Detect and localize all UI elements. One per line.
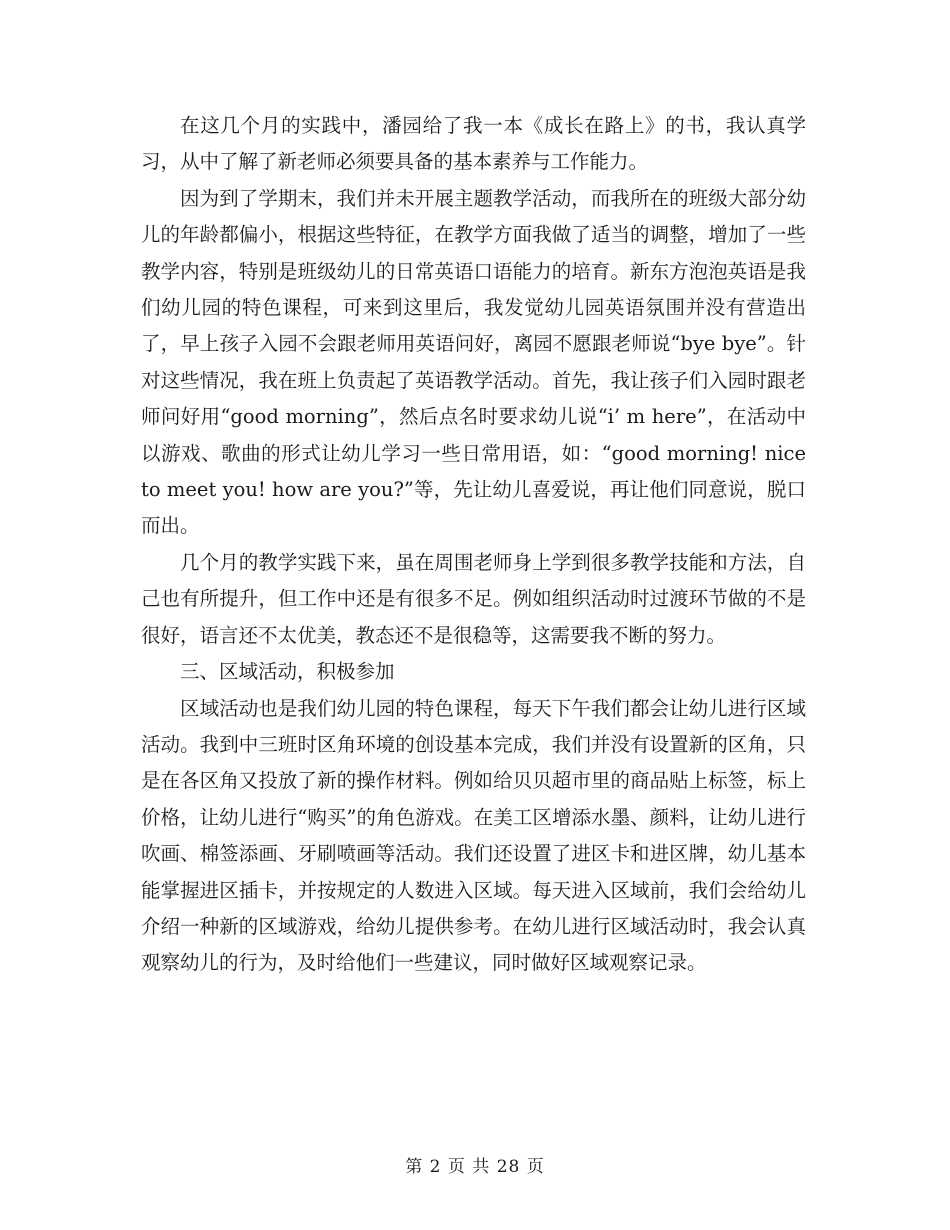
paragraph-2: 因为到了学期末，我们并未开展主题教学活动，而我所在的班级大部分幼儿的年龄都偏小，根据这些特征，在教学方面我做了适当的调整，增加了一些教学内容，特别是班级幼儿的日常英语口语能力的培育。新东方泡泡英语是我们幼儿园的特色课程，可来到这里后，我发觉幼儿园英语氛围并没有营造出了，早上孩子入园不会跟老师用英语问好，离园不愿跟老师说“bye bye”。针对这些情况，我在班上负责起了英语教学活动。首先，我让孩子们入园时跟老师问好用“good morning”，然后点名时要求幼儿说“i’ m here”，在活动中以游戏、歌曲的形式让幼儿学习一些日常用语，如：“good morning! nice to meet you! how are you?”等，先让幼儿喜爱说，再让他们同意说，脱口而出。 [141,186,806,538]
section-heading: 三、区域活动，积极参加 [180,660,395,684]
paragraph-4: 区域活动也是我们幼儿园的特色课程，每天下午我们都会让幼儿进行区域活动。我到中三班时区角环境的创设基本完成，我们并没有设置新的区角，只是在各区角又投放了新的操作材料。例如给贝贝超市里的商品贴上标签，标上价格，让幼儿进行“购买”的角色游戏。在美工区增添水墨、颜料，让幼儿进行吹画、棉签添画、牙刷喷画等活动。我们还设置了进区卡和进区牌，幼儿基本能掌握进区插卡，并按规定的人数进入区域。每天进入区域前，我们会给幼儿介绍一种新的区域游戏，给幼儿提供参考。在幼儿进行区域活动时，我会认真观察幼儿的行为，及时给他们一些建议，同时做好区域观察记录。 [141,696,806,975]
page-number: 第 2 页 共 28 页 [405,1157,545,1177]
paragraph-3: 几个月的教学实践下来，虽在周围老师身上学到很多教学技能和方法，自己也有所提升，但工作中还是有很多不足。例如组织活动时过渡环节做的不是很好，语言还不太优美，教态还不是很稳等，这需要我不断的努力。 [141,550,806,647]
page-footer [0,1152,950,1177]
document-body [141,108,806,982]
paragraph-1: 在这几个月的实践中，潘园给了我一本《成长在路上》的书，我认真学习，从中了解了新老师必须要具备的基本素养与工作能力。 [141,114,806,174]
